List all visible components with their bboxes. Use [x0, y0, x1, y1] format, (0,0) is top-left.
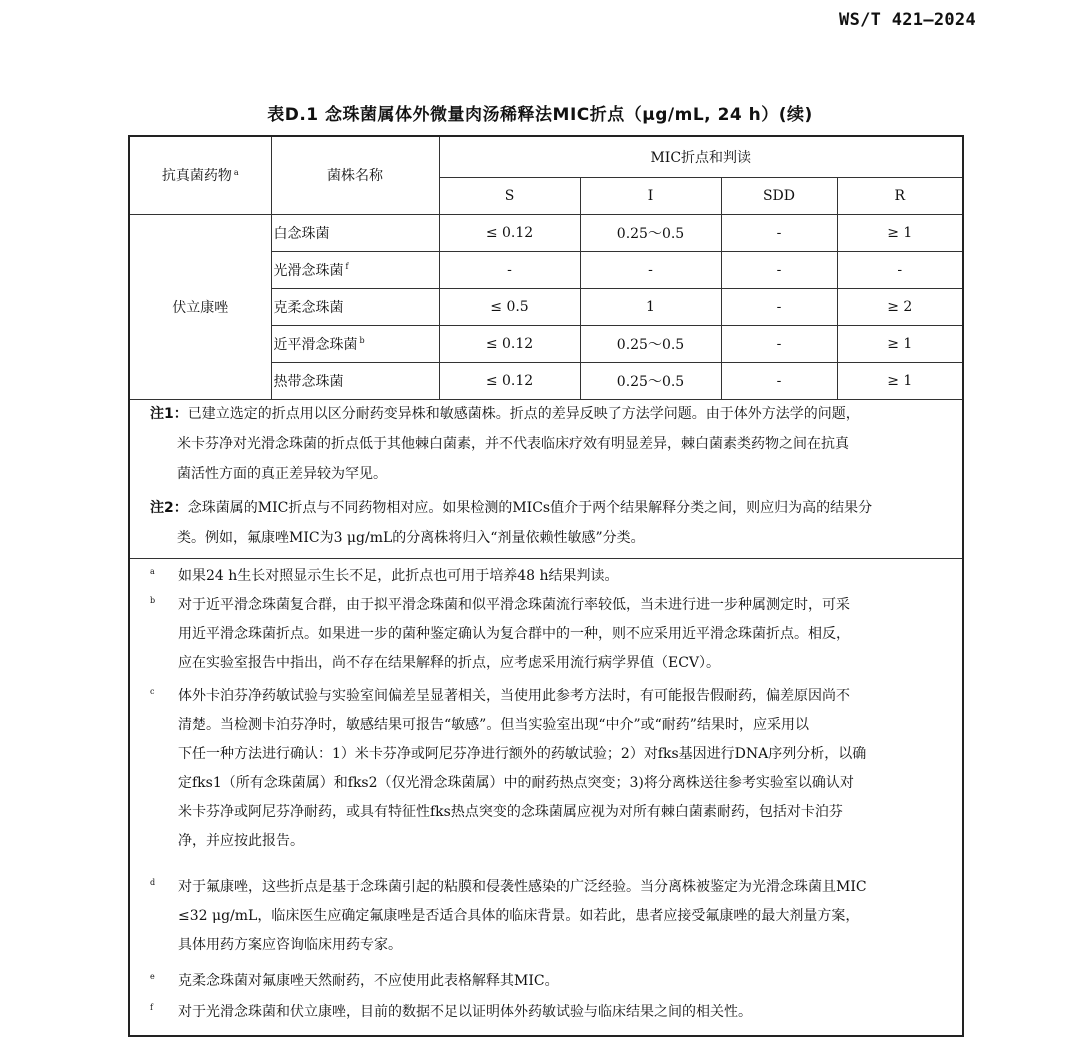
note-text: 菌活性方面的真正差异较为罕见。 — [177, 466, 387, 482]
note-first-line — [150, 399, 950, 429]
value-i: 0.25～0.5 — [580, 362, 721, 399]
strain-cell — [271, 214, 439, 251]
footnotes-section — [130, 558, 962, 1035]
header-antifungal-drug — [130, 137, 271, 214]
value-i: - — [580, 251, 721, 288]
note-first-line — [150, 493, 950, 523]
value-r: - — [837, 251, 962, 288]
value-s: ≤ 0.12 — [439, 214, 580, 251]
footnote-line: 定fks1（所有念珠菌属）和fks2（仅光滑念珠菌属）中的耐药热点突变；3)将分离株送往参考实验室以确认对 — [178, 775, 854, 791]
strain-cell — [271, 288, 439, 325]
header-mic-breakpoints: MIC折点和判读 — [439, 137, 962, 177]
drug-name-cell: 伏立康唑 — [130, 214, 271, 399]
note-label: 注1： — [150, 406, 188, 422]
footnote-d — [150, 873, 952, 960]
footnote-line: 用近平滑念珠菌折点。如果进一步的菌种鉴定确认为复合群中的一种，则不应采用近平滑念珠菌折点。相反， — [178, 626, 850, 642]
footnote-line: 具体用药方案应咨询临床用药专家。 — [178, 937, 402, 953]
strain-name: 近平滑念珠菌 — [273, 336, 358, 353]
mic-breakpoint-table — [130, 137, 962, 400]
footnote-line: 米卡芬净或阿尼芬净耐药，或具有特征性fks热点突变的念珠菌属应视为对所有棘白菌素耐药，包括对卡泊芬 — [178, 804, 843, 820]
footnote-mark: a — [233, 167, 239, 177]
note-2 — [150, 493, 950, 553]
footnote-line: 对于近平滑念珠菌复合群，由于拟平滑念珠菌和似平滑念珠菌流行率较低，当未进行进一步种属测定时，可采 — [178, 597, 850, 613]
footnote-mark: c — [150, 687, 155, 696]
value-i: 0.25～0.5 — [580, 214, 721, 251]
footnote-line: 应在实验室报告中指出，尚不存在结果解释的折点，应考虑采用流行病学界值（ECV）。 — [178, 655, 721, 671]
header-s: S — [439, 177, 580, 214]
footnote-c — [150, 682, 952, 856]
strain-cell — [271, 325, 439, 362]
note-text: 念珠菌属的MIC折点与不同药物相对应。如果检测的MICs值介于两个结果解释分类之间，则应归为高的结果分 — [187, 500, 873, 516]
value-i: 0.25～0.5 — [580, 325, 721, 362]
value-s: ≤ 0.5 — [439, 288, 580, 325]
note-text: 米卡芬净对光滑念珠菌的折点低于其他棘白菌素，并不代表临床疗效有明显差异，棘白菌素类药物之间在抗真 — [177, 436, 849, 452]
footnote-line: 克柔念珠菌对氟康唑天然耐药，不应使用此表格解释其MIC。 — [178, 973, 559, 989]
strain-cell — [271, 251, 439, 288]
table-title: 表D.1 念珠菌属体外微量肉汤稀释法MIC折点（μg/mL, 24 h）(续) — [267, 105, 813, 125]
notes-section — [130, 399, 962, 558]
strain-cell — [271, 362, 439, 399]
note-label: 注2： — [150, 500, 188, 516]
footnote-line: 对于氟康唑，这些折点是基于念珠菌引起的粘膜和侵袭性感染的广泛经验。当分离株被鉴定为光滑念珠菌且MIC — [178, 879, 867, 895]
footnote-mark: e — [150, 972, 155, 981]
value-sdd: - — [721, 214, 837, 251]
footnote-e — [150, 967, 952, 996]
value-s: ≤ 0.12 — [439, 362, 580, 399]
strain-name: 克柔念珠菌 — [273, 299, 344, 316]
value-s: - — [439, 251, 580, 288]
footnote-a — [150, 562, 952, 591]
footnote-line: 体外卡泊芬净药敏试验与实验室间偏差呈显著相关，当使用此参考方法时，有可能报告假耐药，偏差原因尚不 — [178, 688, 850, 704]
footnote-mark: b — [150, 596, 156, 605]
strain-name: 白念珠菌 — [273, 225, 330, 242]
footnote-line: 净，并应按此报告。 — [178, 833, 304, 849]
footnote-line: 如果24 h生长对照显示生长不足，此折点也可用于培养48 h结果判读。 — [178, 568, 619, 584]
strain-name: 热带念珠菌 — [273, 373, 344, 390]
footnote-mark: d — [150, 878, 156, 887]
table-row — [130, 214, 962, 251]
footnote-mark: f — [345, 261, 349, 271]
footnote-line: 下任一种方法进行确认：1）米卡芬净或阿尼芬净进行额外的药敏试验；2）对fks基因进行DNA序列分析，以确 — [178, 746, 867, 762]
value-sdd: - — [721, 251, 837, 288]
table-frame — [128, 135, 964, 1037]
value-sdd: - — [721, 288, 837, 325]
header-r: R — [837, 177, 962, 214]
footnote-line: ≤32 μg/mL，临床医生应确定氟康唑是否适合具体的临床背景。如若此，患者应接受氟康唑的最大剂量方案， — [178, 908, 860, 924]
footnote-mark: f — [150, 1003, 153, 1012]
header-antifungal-drug-label: 抗真菌药物 — [161, 168, 232, 185]
value-i: 1 — [580, 288, 721, 325]
footnote-line: 对于光滑念珠菌和伏立康唑，目前的数据不足以证明体外药敏试验与临床结果之间的相关性。 — [178, 1004, 752, 1020]
note-text: 类。例如，氟康唑MIC为3 μg/mL的分离株将归入“剂量依赖性敏感”分类。 — [177, 530, 645, 546]
header-sdd: SDD — [721, 177, 837, 214]
value-r: ≥ 1 — [837, 362, 962, 399]
note-text: 已建立选定的折点用以区分耐药变异株和敏感菌株。折点的差异反映了方法学问题。由于体外方法学的问题， — [187, 406, 860, 422]
value-sdd: - — [721, 362, 837, 399]
footnote-mark: b — [359, 335, 365, 345]
header-i: I — [580, 177, 721, 214]
strain-name: 光滑念珠菌 — [273, 262, 344, 279]
footnote-mark: a — [150, 567, 155, 576]
value-r: ≥ 1 — [837, 214, 962, 251]
footnote-b — [150, 591, 952, 678]
document-code: WS/T 421—2024 — [839, 10, 976, 30]
value-r: ≥ 2 — [837, 288, 962, 325]
value-s: ≤ 0.12 — [439, 325, 580, 362]
footnote-f — [150, 998, 952, 1027]
header-strain-name: 菌株名称 — [271, 137, 439, 214]
note-1 — [150, 399, 950, 489]
footnote-line: 清楚。当检测卡泊芬净时，敏感结果可报告“敏感”。但当实验室出现“中介”或“耐药”结果时，应采用以 — [178, 717, 809, 733]
value-sdd: - — [721, 325, 837, 362]
value-r: ≥ 1 — [837, 325, 962, 362]
